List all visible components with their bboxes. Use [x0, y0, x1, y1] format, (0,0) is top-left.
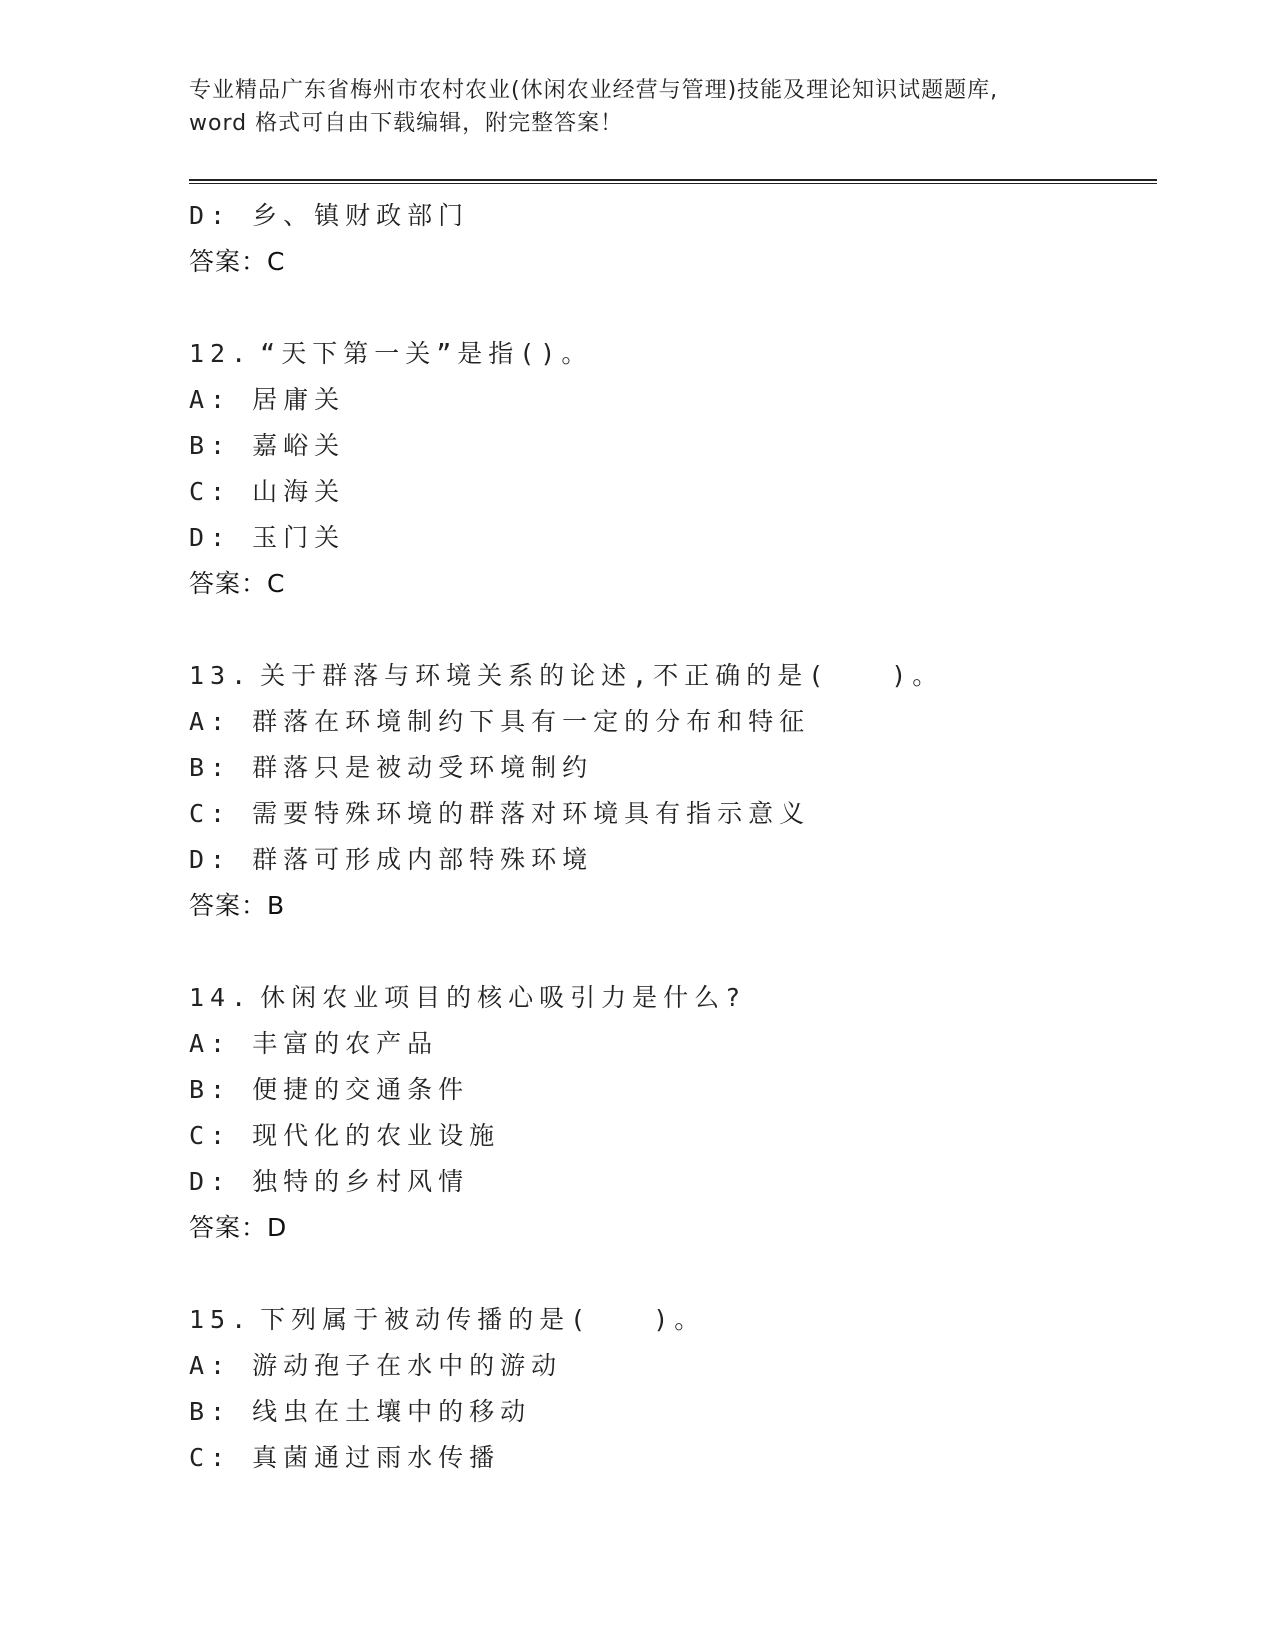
question-12-answer: 答案：C: [189, 569, 286, 598]
question-list: [189, 193, 1157, 1481]
question-15-option-a: A: 游动孢子在水中的游动: [189, 1351, 563, 1380]
question-text: “天下第一关”是指()。: [260, 339, 593, 368]
question-14-answer: 答案：D: [189, 1213, 288, 1242]
question-15-option-c: C: 真菌通过雨水传播: [189, 1443, 501, 1472]
spacer: [189, 1251, 1157, 1297]
document-header: [189, 74, 1089, 140]
question-15-option-b: B: 线虫在土壤中的移动: [189, 1397, 532, 1426]
option-d-previous: D: 乡、镇财政部门: [189, 201, 470, 230]
question-14-option-a: A: 丰富的农产品: [189, 1029, 439, 1058]
question-text: 下列属于被动传播的是( )。: [260, 1305, 706, 1334]
question-13-answer: 答案：B: [189, 891, 286, 920]
header-title-line-1: 专业精品广东省梅州市农村农业(休闲农业经营与管理)技能及理论知识试题题库,: [189, 78, 999, 103]
spacer: [189, 929, 1157, 975]
question-13-option-c: C: 需要特殊环境的群落对环境具有指示意义: [189, 799, 811, 828]
question-12-option-d: D: 玉门关: [189, 523, 346, 552]
question-number: 13.: [189, 661, 253, 690]
question-text: 关于群落与环境关系的论述,不正确的是( )。: [260, 661, 944, 690]
question-13-option-b: B: 群落只是被动受环境制约: [189, 753, 594, 782]
spacer: [189, 607, 1157, 653]
question-text: 休闲农业项目的核心吸引力是什么?: [260, 983, 747, 1012]
question-12-stem: [189, 331, 1157, 377]
question-14-option-d: D: 独特的乡村风情: [189, 1167, 470, 1196]
question-13-option-a: A: 群落在环境制约下具有一定的分布和特征: [189, 707, 811, 736]
header-title-line-2: word 格式可自由下载编辑，附完整答案！: [189, 111, 624, 136]
question-14-stem: [189, 975, 1157, 1021]
question-12-option-c: C: 山海关: [189, 477, 346, 506]
spacer: [189, 285, 1157, 331]
question-12-option-a: A: 居庸关: [189, 385, 346, 414]
question-number: 14.: [189, 983, 253, 1012]
question-14-option-b: B: 便捷的交通条件: [189, 1075, 470, 1104]
question-number: 12.: [189, 339, 253, 368]
header-divider-thick: [189, 179, 1157, 181]
answer-previous: 答案：C: [189, 247, 286, 276]
question-13-stem: [189, 653, 1157, 699]
question-14-option-c: C: 现代化的农业设施: [189, 1121, 501, 1150]
question-15-stem: [189, 1297, 1157, 1343]
question-13-option-d: D: 群落可形成内部特殊环境: [189, 845, 594, 874]
question-12-option-b: B: 嘉峪关: [189, 431, 346, 460]
question-number: 15.: [189, 1305, 253, 1334]
header-divider-thin: [189, 183, 1157, 184]
